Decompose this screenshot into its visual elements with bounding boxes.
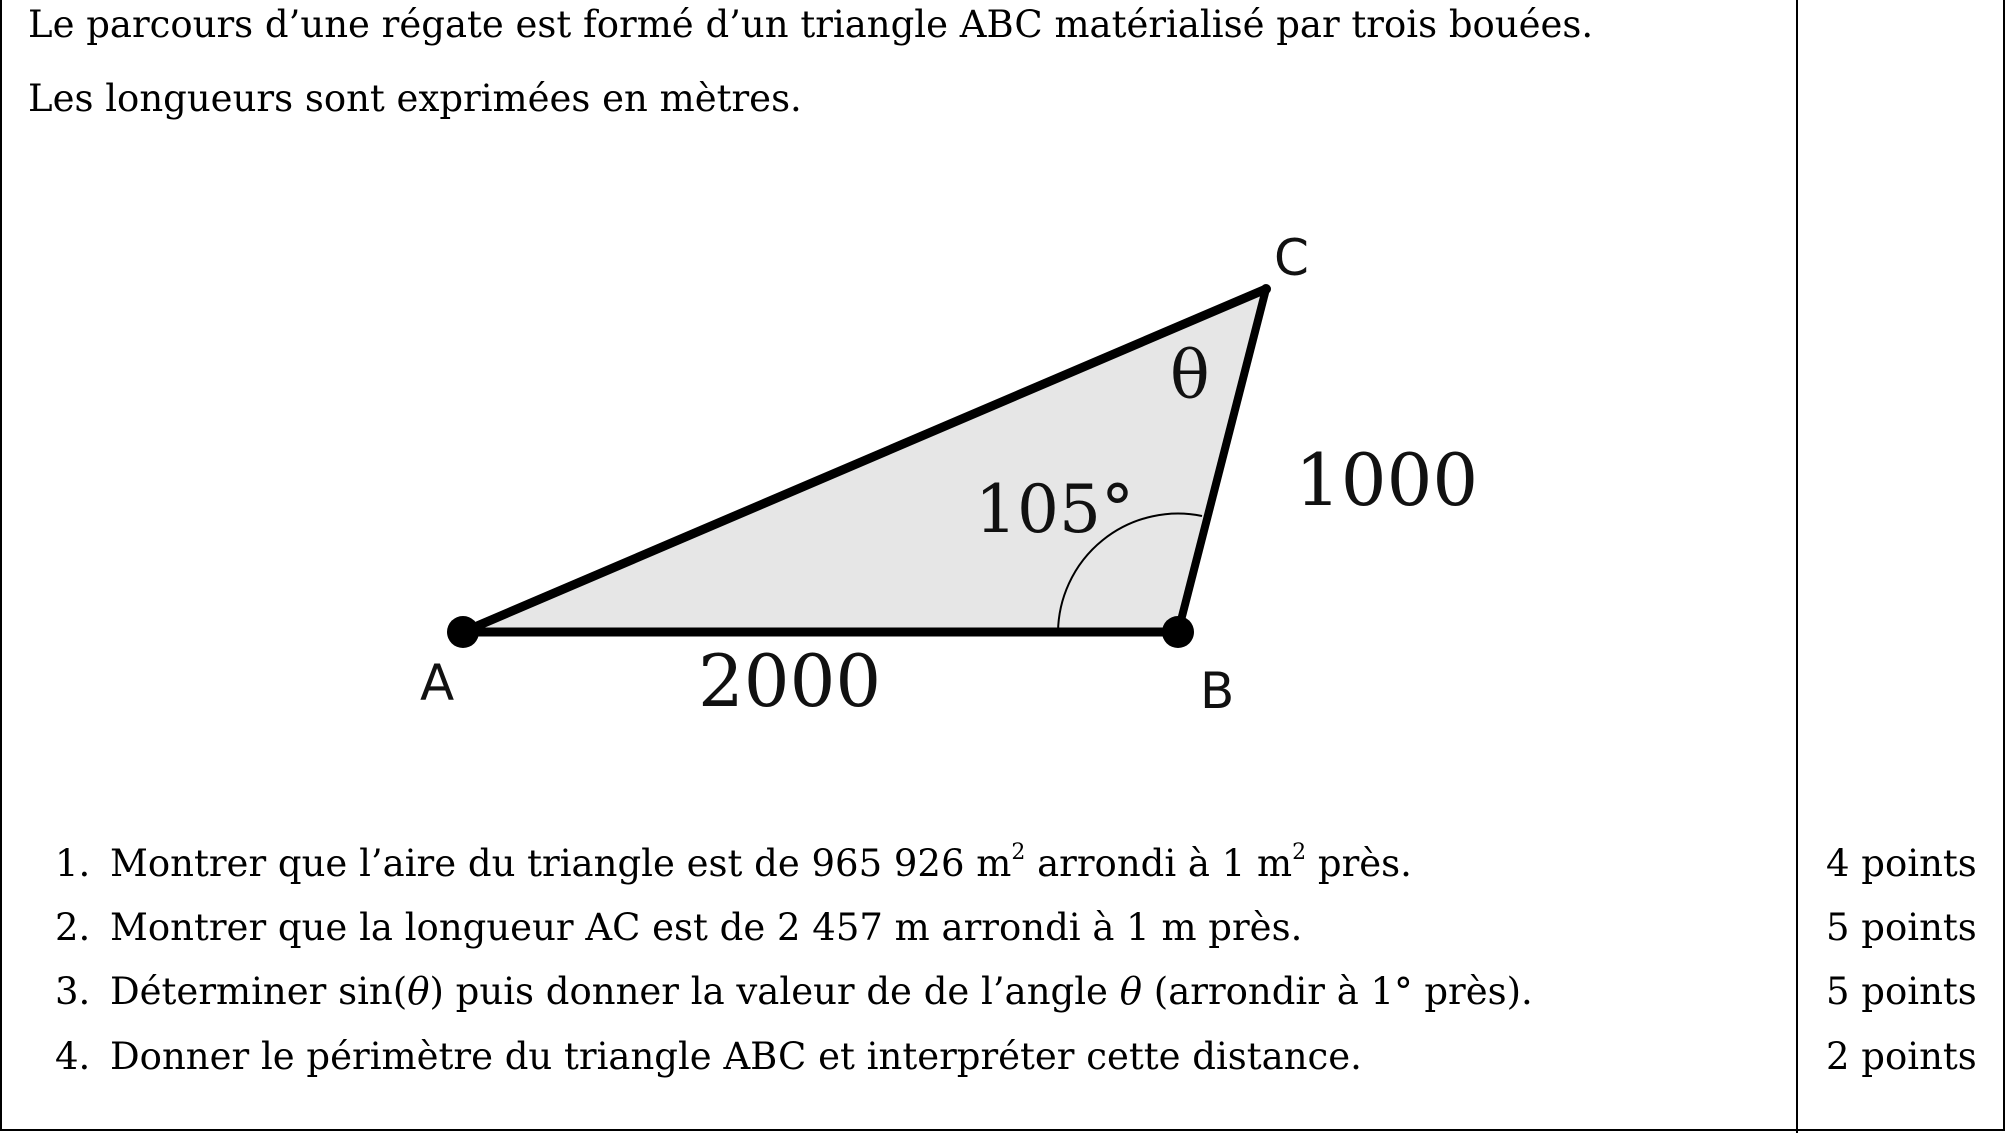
question-4-points: 2 points [1826,1035,1977,1078]
question-1-number: 1. [55,842,91,885]
intro-line-1: Le parcours d’une régate est formé d’un triangle ABC matérialisé par trois bouées. [28,3,1594,46]
question-4-number: 4. [55,1035,91,1078]
question-3-text: Déterminer sin(θ) puis donner la valeur de de l’angle θ (arrondir à 1° près). [110,970,1533,1013]
question-2-text: Montrer que la longueur AC est de 2 457 m arrondi à 1 m près. [110,906,1303,949]
question-1-points: 4 points [1826,842,1977,885]
vertex-c-label: C [1274,229,1309,287]
buoy-a [447,616,479,648]
angle-b-value: 105° [975,471,1134,548]
side-ab-length: 2000 [698,639,882,723]
buoy-b [1162,616,1194,648]
question-4-text: Donner le périmètre du triangle ABC et interpréter cette distance. [110,1035,1362,1078]
question-3-points: 5 points [1826,970,1977,1013]
buoy-c [1261,284,1271,294]
vertex-a-label: A [420,654,455,712]
angle-c-symbol: θ [1170,337,1210,414]
question-1-text: Montrer que l’aire du triangle est de 965 926 $m^2$ arrondi à 1 $m^2$ près. [110,839,1412,885]
intro-line-2: Les longueurs sont exprimées en mètres. [28,77,802,120]
question-2-points: 5 points [1826,906,1977,949]
question-3-number: 3. [55,970,91,1013]
vertex-b-label: B [1200,662,1235,720]
question-2-number: 2. [55,906,91,949]
side-bc-length: 1000 [1295,438,1479,522]
